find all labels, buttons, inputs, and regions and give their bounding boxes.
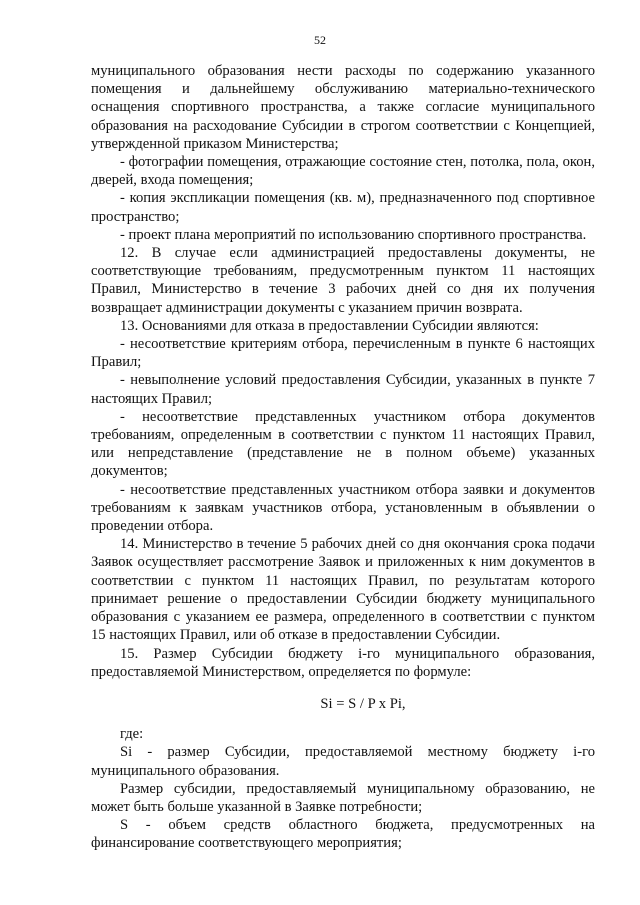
paragraph: - фотографии помещения, отражающие состояние стен, потолка, пола, окон, дверей, входа помещения; [91, 154, 595, 189]
formula: Si = S / P x Pi, [320, 695, 406, 712]
paragraph: - копия экспликации помещения (кв. м), предназначенного под спортивное пространство; [91, 190, 595, 225]
paragraph: S - объем средств областного бюджета, предусмотренных на финансирование соответствующего мероприятия; [91, 817, 595, 852]
paragraph: - несоответствие представленных участником отбора заявки и документов требованиям к заявкам участников отбора, установленным в объявлении о проведении отбора. [91, 481, 595, 535]
paragraph: - невыполнение условий предоставления Субсидии, указанных в пункте 7 настоящих Правил; [91, 372, 595, 407]
paragraph: 13. Основаниями для отказа в предоставлении Субсидии являются: [120, 317, 539, 334]
paragraph: Размер субсидии, предоставляемый муниципальному образованию, не может быть больше указанной в Заявке потребности; [91, 780, 595, 815]
paragraph: - проект плана мероприятий по использованию спортивного пространства. [120, 226, 587, 243]
paragraph: 14. Министерство в течение 5 рабочих дней со дня окончания срока подачи Заявок осуществляет рассмотрение Заявок и приложенных к ним документов в соответствии с пунктом 11 настоящих Правил, по результатам которого принимает решение о предоставлении Субсидии бюджету муниципального образования с указанием ее размера, определенного в соответствии с пунктом 15 настоящих Правил, или об отказе в предоставлении Субсидии. [91, 536, 595, 644]
paragraph: 15. Размер Субсидии бюджету i-го муниципального образования, предоставляемой Министерством, определяется по формуле: [91, 645, 595, 680]
document-body [91, 62, 595, 853]
paragraph: Si - размер Субсидии, предоставляемой местному бюджету i-го муниципального образования. [91, 744, 595, 779]
paragraph: где: [120, 726, 144, 743]
paragraphs-before-formula [91, 62, 595, 681]
paragraph: - несоответствие представленных участником отбора документов требованиям, определенным в соответствии с пунктом 11 настоящих Правил, или непредставление (представление не в полном объеме) указанных документов; [91, 408, 595, 480]
paragraphs-after-formula [91, 725, 595, 852]
paragraph: - несоответствие критериям отбора, перечисленным в пункте 6 настоящих Правил; [91, 336, 595, 371]
paragraph: 12. В случае если администрацией предоставлены документы, не соответствующие требованиям, предусмотренным пунктом 11 настоящих Правил, Министерство в течение 3 рабочих дней со дня их получения возвращает администрации документы с указанием причин возврата. [91, 245, 595, 316]
paragraph: муниципального образования нести расходы по содержанию указанного помещения и дальнейшему обслуживанию материально-технического оснащения спортивного пространства, а также согласие муниципального образования на расходование Субсидии в строгом соответствии с Концепцией, утвержденной приказом Министерства; [91, 63, 595, 152]
page-number: 52 [314, 33, 326, 47]
